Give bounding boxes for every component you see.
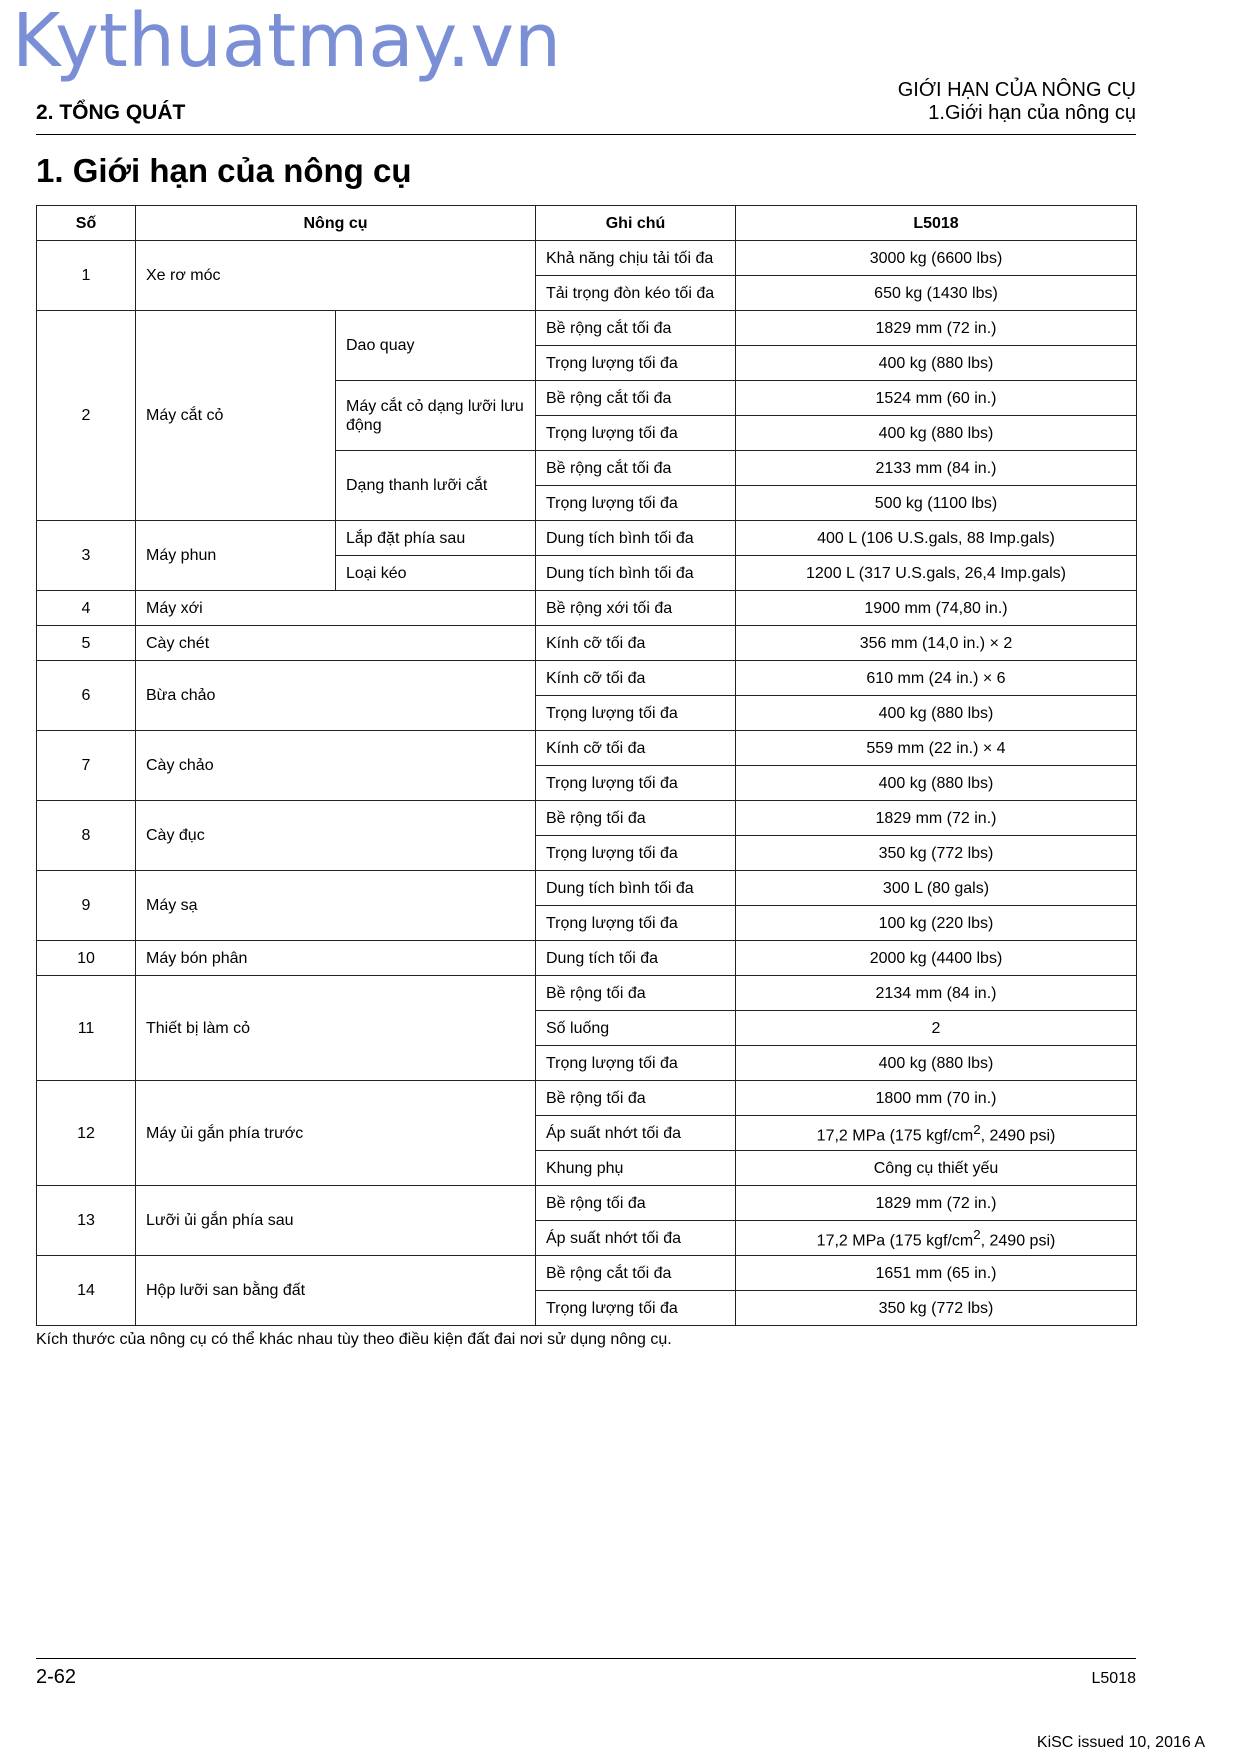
row-number: 8: [37, 801, 136, 871]
issue-info: KiSC issued 10, 2016 A: [1036, 1734, 1205, 1751]
spec-value: 300 L (80 gals): [736, 871, 1137, 906]
spec-note: Dung tích bình tối đa: [536, 556, 736, 591]
spec-value: 350 kg (772 lbs): [736, 1291, 1137, 1326]
spec-note: Trọng lượng tối đa: [536, 696, 736, 731]
spec-note: Trọng lượng tối đa: [536, 486, 736, 521]
row-number: 14: [37, 1256, 136, 1326]
table-row: [37, 871, 1137, 906]
spec-note: Trọng lượng tối đa: [536, 416, 736, 451]
row-number: 4: [37, 591, 136, 626]
spec-value: 400 kg (880 lbs): [736, 696, 1137, 731]
spec-value: 1900 mm (74,80 in.): [736, 591, 1137, 626]
implement-name: Cày chét: [136, 626, 536, 661]
spec-value: 1651 mm (65 in.): [736, 1256, 1137, 1291]
implement-subtype: Dạng thanh lưỡi cắt: [336, 451, 536, 521]
spec-note: Bề rộng xới tối đa: [536, 591, 736, 626]
spec-value: 400 kg (880 lbs): [736, 766, 1137, 801]
header-note: Ghi chú: [536, 206, 736, 241]
spec-value: 2: [736, 1011, 1137, 1046]
spec-note: Bề rộng tối đa: [536, 1081, 736, 1116]
spec-note: Bề rộng cắt tối đa: [536, 381, 736, 416]
page-title: 1. Giới hạn của nông cụ: [36, 152, 412, 189]
spec-note: Bề rộng tối đa: [536, 801, 736, 836]
table-row: [37, 731, 1137, 766]
implement-name: Máy phun: [136, 521, 336, 591]
spec-value: 650 kg (1430 lbs): [736, 276, 1137, 311]
row-number: 3: [37, 521, 136, 591]
spec-note: Kính cỡ tối đa: [536, 731, 736, 766]
spec-value: 350 kg (772 lbs): [736, 836, 1137, 871]
spec-value: Công cụ thiết yếu: [736, 1151, 1137, 1186]
implement-name: Lưỡi ủi gắn phía sau: [136, 1186, 536, 1256]
implement-subtype: Máy cắt cỏ dạng lưỡi lưu động: [336, 381, 536, 451]
table-row: [37, 1256, 1137, 1291]
value-main: 17,2 MPa (175 kgf/cm: [816, 1127, 974, 1145]
spec-value: 1829 mm (72 in.): [736, 311, 1137, 346]
page-number: 2-62: [36, 1666, 77, 1688]
spec-value: 559 mm (22 in.) × 4: [736, 731, 1137, 766]
spec-note: Trọng lượng tối đa: [536, 1291, 736, 1326]
table-row: [37, 801, 1137, 836]
spec-value: 400 kg (880 lbs): [736, 1046, 1137, 1081]
footer-model: L5018: [1091, 1670, 1136, 1687]
table-row: [37, 521, 1137, 556]
spec-value: 1800 mm (70 in.): [736, 1081, 1137, 1116]
header-model: L5018: [736, 206, 1137, 241]
spec-note: Áp suất nhớt tối đa: [536, 1116, 736, 1151]
row-number: 2: [37, 311, 136, 521]
spec-value: 100 kg (220 lbs): [736, 906, 1137, 941]
table-row: [37, 311, 1137, 346]
spec-note: Bề rộng cắt tối đa: [536, 1256, 736, 1291]
row-number: 10: [37, 941, 136, 976]
row-number: 12: [37, 1081, 136, 1186]
implement-name: Cày đục: [136, 801, 536, 871]
spec-note: Áp suất nhớt tối đa: [536, 1221, 736, 1256]
spec-value: [736, 1116, 1137, 1151]
spec-value: 610 mm (24 in.) × 6: [736, 661, 1137, 696]
implement-subtype: Lắp đặt phía sau: [336, 521, 536, 556]
row-number: 5: [37, 626, 136, 661]
implement-name: Thiết bị làm cỏ: [136, 976, 536, 1081]
implement-subtype: Dao quay: [336, 311, 536, 381]
table-row: [37, 661, 1137, 696]
table-row: [37, 1186, 1137, 1221]
superscript: 2: [973, 1227, 981, 1243]
table-row: [37, 591, 1137, 626]
value-main: 17,2 MPa (175 kgf/cm: [816, 1232, 974, 1250]
spec-note: Dung tích tối đa: [536, 941, 736, 976]
spec-note: Trọng lượng tối đa: [536, 906, 736, 941]
spec-note: Bề rộng cắt tối đa: [536, 451, 736, 486]
spec-note: Kính cỡ tối đa: [536, 626, 736, 661]
table-row: [37, 941, 1137, 976]
spec-value: 500 kg (1100 lbs): [736, 486, 1137, 521]
superscript: 2: [973, 1122, 981, 1138]
implement-name: Máy bón phân: [136, 941, 536, 976]
spec-note: Kính cỡ tối đa: [536, 661, 736, 696]
spec-value: 2000 kg (4400 lbs): [736, 941, 1137, 976]
spec-note: Khung phụ: [536, 1151, 736, 1186]
implement-name: Máy sạ: [136, 871, 536, 941]
spec-value: 400 kg (880 lbs): [736, 346, 1137, 381]
section-header: 2. TỔNG QUÁT: [36, 101, 186, 124]
implement-name: Máy xới: [136, 591, 536, 626]
header-implement: Nông cụ: [136, 206, 536, 241]
spec-note: Khả năng chịu tải tối đa: [536, 241, 736, 276]
spec-value: 1200 L (317 U.S.gals, 26,4 Imp.gals): [736, 556, 1137, 591]
row-number: 9: [37, 871, 136, 941]
row-number: 7: [37, 731, 136, 801]
spec-value: 3000 kg (6600 lbs): [736, 241, 1137, 276]
implement-name: Cày chảo: [136, 731, 536, 801]
spec-note: Trọng lượng tối đa: [536, 766, 736, 801]
spec-note: Trọng lượng tối đa: [536, 1046, 736, 1081]
table-row: [37, 976, 1137, 1011]
row-number: 13: [37, 1186, 136, 1256]
table-row: [37, 626, 1137, 661]
value-tail: , 2490 psi): [980, 1232, 1056, 1250]
footer-divider: [36, 1658, 1136, 1659]
table-footnote: Kích thước của nông cụ có thể khác nhau tùy theo điều kiện đất đai nơi sử dụng nông cụ.: [36, 1331, 672, 1348]
spec-note: Dung tích bình tối đa: [536, 521, 736, 556]
implement-limits-table: [36, 205, 1137, 1326]
header-no: Số: [37, 206, 136, 241]
implement-name: Hộp lưỡi san bằng đất: [136, 1256, 536, 1326]
row-number: 6: [37, 661, 136, 731]
row-number: 1: [37, 241, 136, 311]
spec-note: Trọng lượng tối đa: [536, 346, 736, 381]
implement-name: Bừa chảo: [136, 661, 536, 731]
spec-note: Số luống: [536, 1011, 736, 1046]
spec-value: 2134 mm (84 in.): [736, 976, 1137, 1011]
spec-value: 356 mm (14,0 in.) × 2: [736, 626, 1137, 661]
spec-note: Bề rộng tối đa: [536, 976, 736, 1011]
header-divider: [36, 134, 1136, 135]
implement-name: Xe rơ móc: [136, 241, 536, 311]
table-header-row: [37, 206, 1137, 241]
watermark-logo: Kythuatmay.vn: [12, 0, 562, 84]
spec-value: 1829 mm (72 in.): [736, 801, 1137, 836]
running-header-chapter: GIỚI HẠN CỦA NÔNG CỤ: [897, 79, 1136, 101]
running-header-topic: 1.Giới hạn của nông cụ: [928, 102, 1136, 124]
spec-value: [736, 1221, 1137, 1256]
spec-note: Dung tích bình tối đa: [536, 871, 736, 906]
spec-value: 2133 mm (84 in.): [736, 451, 1137, 486]
implement-subtype: Loại kéo: [336, 556, 536, 591]
spec-note: Bề rộng tối đa: [536, 1186, 736, 1221]
spec-note: Bề rộng cắt tối đa: [536, 311, 736, 346]
row-number: 11: [37, 976, 136, 1081]
value-tail: , 2490 psi): [980, 1127, 1056, 1145]
spec-value: 400 kg (880 lbs): [736, 416, 1137, 451]
table-row: [37, 241, 1137, 276]
spec-note: Tải trọng đòn kéo tối đa: [536, 276, 736, 311]
implement-name: Máy ủi gắn phía trước: [136, 1081, 536, 1186]
table-row: [37, 1081, 1137, 1116]
spec-value: 1829 mm (72 in.): [736, 1186, 1137, 1221]
spec-value: 1524 mm (60 in.): [736, 381, 1137, 416]
implement-name: Máy cắt cỏ: [136, 311, 336, 521]
spec-note: Trọng lượng tối đa: [536, 836, 736, 871]
spec-value: 400 L (106 U.S.gals, 88 Imp.gals): [736, 521, 1137, 556]
running-header: [898, 79, 1136, 125]
